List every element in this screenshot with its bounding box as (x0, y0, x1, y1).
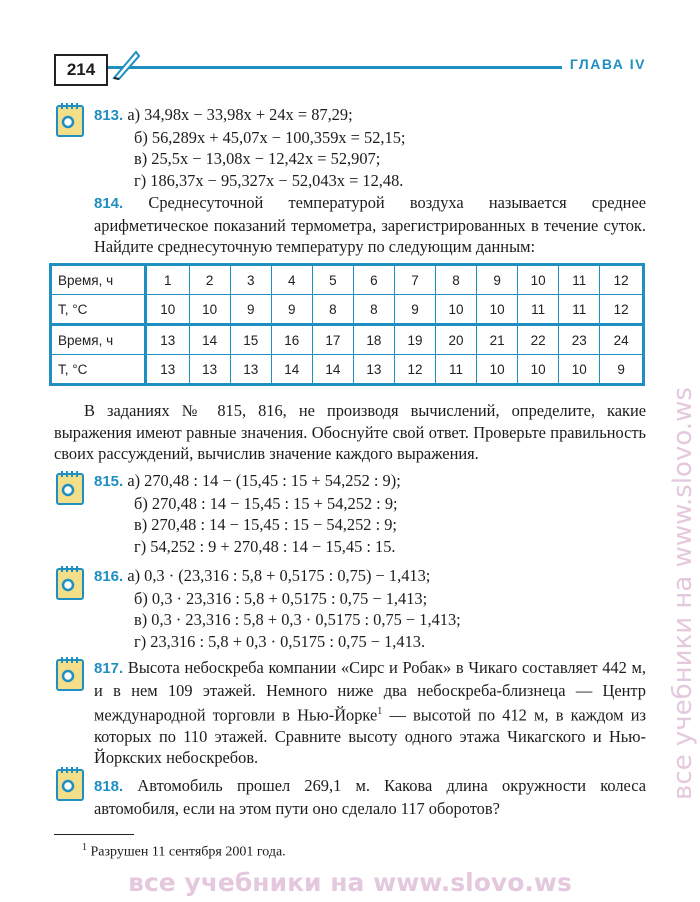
table-cell: 21 (477, 325, 518, 355)
expression-b: б) 0,3 · 23,316 : 5,8 + 0,5175 : 0,75 − 1,413; (134, 588, 428, 608)
table-cell: 9 (600, 355, 644, 385)
equation-b: б) 56,289x + 45,07x − 100,359x = 52,15; (134, 127, 406, 147)
table-cell: 15 (230, 325, 271, 355)
table-cell: 10 (518, 355, 559, 385)
table-cell: 18 (353, 325, 394, 355)
table-cell: 14 (312, 355, 353, 385)
table-cell: 2 (189, 265, 230, 295)
exercise-number: 816. (94, 568, 124, 585)
expression-b: б) 270,48 : 14 − 15,45 : 15 + 54,252 : 9; (134, 493, 398, 513)
table-cell: 12 (394, 355, 435, 385)
table-cell: 13 (146, 355, 190, 385)
table-row (51, 355, 644, 385)
table-cell: 6 (353, 265, 394, 295)
exercise-text-continued: — высотой по 412 м, в каждом из которых по 110 этажей. Сравните высоту одного этажа Чикагского и Нью-Йоркских небоскребов. (94, 705, 646, 768)
equation-d: г) 186,37x − 95,327x − 52,043x = 12,48. (134, 170, 404, 190)
exercise-818 (94, 775, 646, 819)
exercise-text: Автомобиль прошел 269,1 м. Какова длина окружности колеса автомобиля, если на этом пути оно сделало 117 оборотов? (94, 776, 646, 818)
table-cell: 10 (436, 295, 477, 325)
table-cell: 4 (271, 265, 312, 295)
expression-d: г) 23,316 : 5,8 + 0,3 · 0,5175 : 0,75 − 1,413. (134, 631, 426, 651)
exercise-number: 818. (94, 778, 124, 795)
table-cell: 13 (230, 355, 271, 385)
notebook-icon (54, 470, 86, 506)
notebook-icon (54, 565, 86, 601)
temperature-table (49, 263, 645, 386)
table-cell: 1 (146, 265, 190, 295)
exercise-number: 814. (94, 195, 124, 212)
watermark-bottom: все учебники на www.slovo.ws (128, 868, 572, 897)
table-cell: 10 (477, 355, 518, 385)
table-cell: 11 (518, 295, 559, 325)
table-cell: 11 (559, 295, 600, 325)
table-cell: 24 (600, 325, 644, 355)
table-cell: 10 (477, 295, 518, 325)
equation-a: а) 34,98x − 33,98x + 24x = 87,29; (127, 105, 353, 124)
row-label: T, °C (51, 355, 146, 385)
table-cell: 23 (559, 325, 600, 355)
table-cell: 8 (353, 295, 394, 325)
exercise-816 (94, 565, 646, 652)
header-rule (54, 66, 646, 69)
footnote-text: Разрушен 11 сентября 2001 года. (87, 844, 286, 860)
pencil-icon (110, 48, 140, 80)
table-row (51, 295, 644, 325)
notebook-icon (54, 656, 86, 692)
table-cell: 9 (230, 295, 271, 325)
table-cell: 14 (189, 325, 230, 355)
table-row (51, 325, 644, 355)
table-cell: 8 (436, 265, 477, 295)
exercise-817 (94, 657, 646, 769)
table-cell: 22 (518, 325, 559, 355)
notebook-icon (54, 766, 86, 802)
row-label: T, °C (51, 295, 146, 325)
chapter-title: ГЛАВА IV (562, 56, 646, 72)
row-label: Время, ч (51, 265, 146, 295)
table-cell: 19 (394, 325, 435, 355)
table-cell: 9 (271, 295, 312, 325)
footnote-rule (54, 834, 134, 835)
table-cell: 3 (230, 265, 271, 295)
watermark-side: все учебники на www.slovo.ws (668, 387, 698, 800)
table-cell: 11 (436, 355, 477, 385)
expression-a: а) 270,48 : 14 − (15,45 : 15 + 54,252 : 9); (127, 471, 401, 490)
footnote (82, 842, 286, 861)
table-cell: 10 (189, 295, 230, 325)
footnote-mark: 1 (377, 706, 383, 717)
table-cell: 13 (353, 355, 394, 385)
expression-d: г) 54,252 : 9 + 270,48 : 14 − 15,45 : 15. (134, 536, 396, 556)
expression-c: в) 0,3 · 23,316 : 5,8 + 0,3 · 0,5175 : 0,75 − 1,413; (134, 610, 461, 629)
table-cell: 20 (436, 325, 477, 355)
table-cell: 13 (189, 355, 230, 385)
table-cell: 17 (312, 325, 353, 355)
exercise-number: 817. (94, 660, 124, 677)
table-cell: 10 (146, 295, 190, 325)
footnote-mark: 1 (82, 842, 87, 853)
expression-a: а) 0,3 · (23,316 : 5,8 + 0,5175 : 0,75) − 1,413; (127, 566, 431, 585)
expression-c: в) 270,48 : 14 − 15,45 : 15 − 54,252 : 9; (134, 515, 397, 534)
table-cell: 8 (312, 295, 353, 325)
table-cell: 12 (600, 295, 644, 325)
exercise-814 (94, 192, 646, 258)
table-cell: 11 (559, 265, 600, 295)
table-cell: 5 (312, 265, 353, 295)
notebook-icon (54, 102, 86, 138)
table-cell: 7 (394, 265, 435, 295)
table-cell: 14 (271, 355, 312, 385)
table-cell: 9 (394, 295, 435, 325)
table-cell: 10 (559, 355, 600, 385)
table-cell: 9 (477, 265, 518, 295)
exercise-813 (94, 104, 646, 191)
row-label: Время, ч (51, 325, 146, 355)
equation-c: в) 25,5x − 13,08x − 12,42x = 52,907; (134, 149, 381, 168)
exercise-number: 813. (94, 107, 124, 124)
exercise-number: 815. (94, 473, 124, 490)
table-cell: 13 (146, 325, 190, 355)
exercise-text: Высота небоскреба компании «Сирс и Робак» в Чикаго составляет 442 м, и в нем 109 этажей. Немного ниже два небоскреба-близнеца — Центр международной торговли в Нью-Йорке (94, 658, 646, 725)
instructions-paragraph: В заданиях № 815, 816, не производя вычислений, определите, какие выражения имеют равные значения. Обоснуйте свой ответ. Проверьте правильность своих рассуждений, вычислив значение каждого выражения. (54, 401, 646, 463)
table-cell: 16 (271, 325, 312, 355)
page-header (54, 48, 646, 86)
exercise-815 (94, 470, 646, 557)
table-cell: 12 (600, 265, 644, 295)
table-row (51, 265, 644, 295)
page-number: 214 (54, 54, 108, 86)
exercise-text: Среднесуточной температурой воздуха называется среднее арифметическое показаний термометра, зарегистрированных в течение суток. Найдите среднесуточную температуру по следующим данным: (94, 193, 646, 256)
table-cell: 10 (518, 265, 559, 295)
